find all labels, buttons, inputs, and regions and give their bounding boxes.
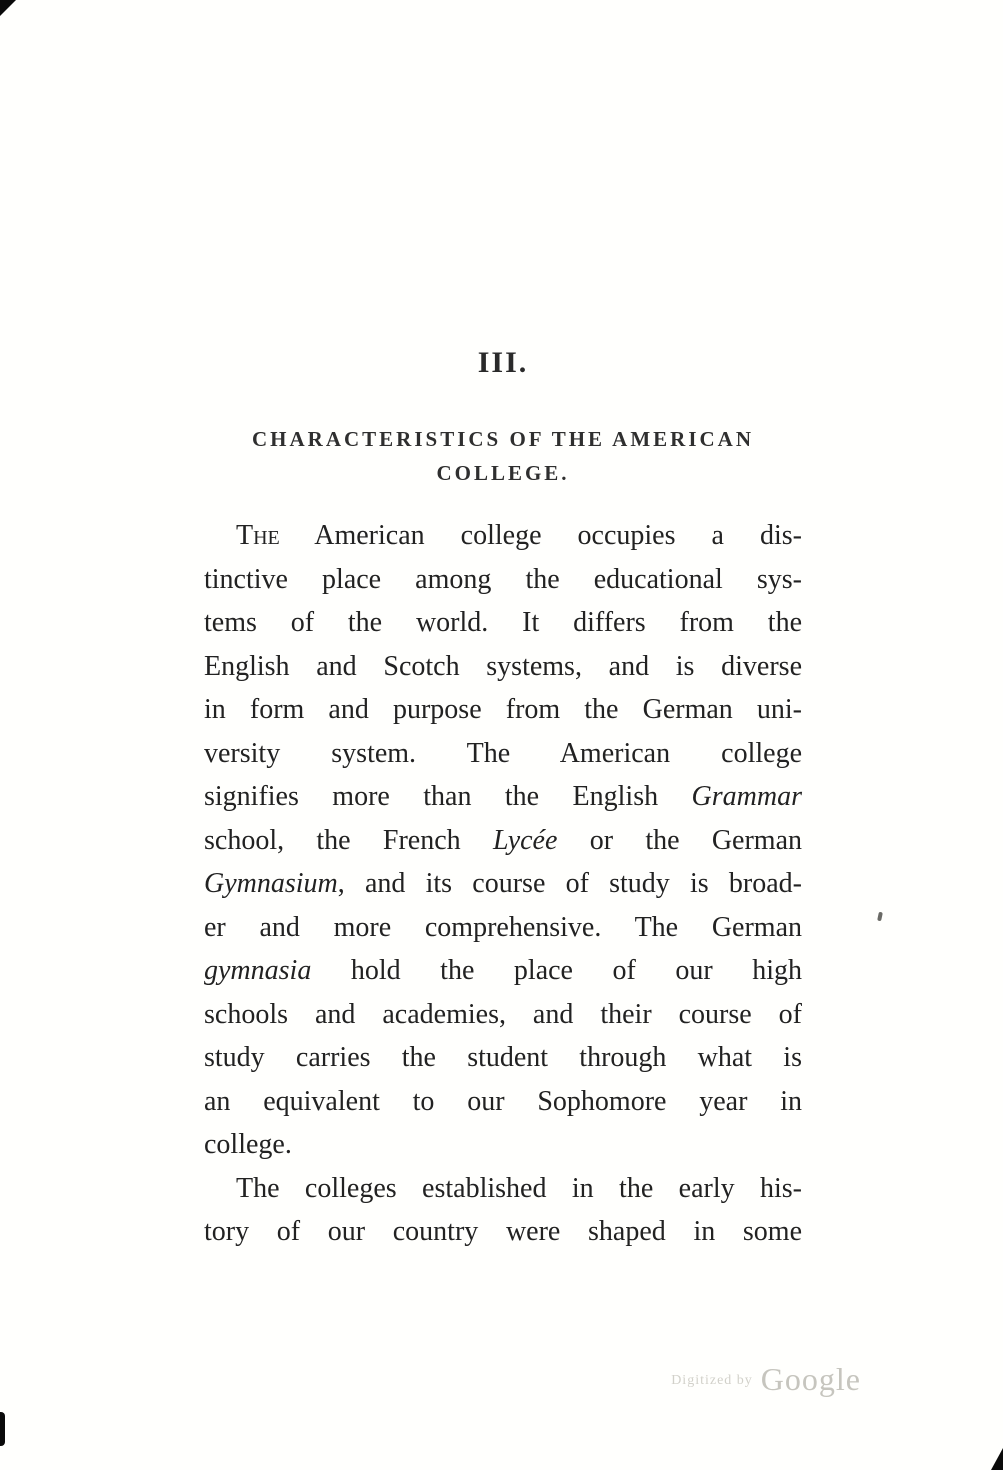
text-line [204, 906, 802, 950]
text-segment: , and its course of study is broad- [337, 868, 802, 899]
text-segment: tinctive place among the educational sys- [204, 563, 802, 595]
text-line [204, 1123, 802, 1167]
text-line [204, 993, 802, 1037]
text-segment: signifies more than the English [204, 781, 692, 812]
scan-artifact-left-edge [0, 1412, 5, 1446]
scan-artifact-bottom-right [991, 1448, 1003, 1470]
text-segment: er and more comprehensive. The German [204, 911, 802, 943]
text-segment-italic: Grammar [691, 781, 802, 812]
text-line [204, 558, 802, 602]
text-line [204, 819, 802, 863]
text-segment: in form and purpose from the German uni- [204, 694, 802, 725]
text-line [204, 601, 802, 645]
text-segment-smallcaps: The [236, 520, 280, 551]
chapter-heading [204, 422, 802, 490]
chapter-heading-line-2: COLLEGE. [436, 461, 570, 485]
text-line [204, 1036, 802, 1080]
text-segment: schools and academies, and their course of [204, 998, 802, 1030]
text-segment: an equivalent to our Sophomore year in [204, 1085, 802, 1117]
text-segment: The colleges established in the early his- [236, 1172, 802, 1204]
text-line [204, 514, 802, 558]
text-line [204, 949, 802, 993]
watermark-prefix: Digitized by [671, 1373, 753, 1388]
ink-speck [877, 912, 883, 922]
text-segment: tory of our country were shaped in some [204, 1216, 802, 1247]
text-line [204, 862, 802, 906]
text-segment-italic: Gymnasium [204, 868, 338, 899]
text-line [204, 688, 802, 732]
scan-artifact-top-left [0, 0, 16, 16]
watermark-brand: Google [760, 1361, 861, 1397]
text-segment: or the German [557, 824, 803, 856]
page-content [204, 346, 802, 1254]
text-segment: school, the French [204, 824, 493, 856]
section-number: III. [477, 346, 529, 379]
text-line [204, 1210, 802, 1254]
text-segment: American college occupies a dis- [279, 520, 802, 551]
text-segment: versity system. The American college [204, 737, 802, 769]
text-segment-italic: gymnasia [204, 955, 312, 986]
chapter-heading-line-1: CHARACTERISTICS OF THE AMERICAN [252, 427, 754, 451]
text-line [204, 1080, 802, 1124]
text-segment: English and Scotch systems, and is diverse [204, 650, 802, 682]
text-line [204, 1167, 802, 1211]
text-segment: hold the place of our high [311, 955, 802, 986]
body-text [204, 514, 802, 1254]
text-segment: tems of the world. It differs from the [204, 607, 802, 638]
text-segment: study carries the student through what is [204, 1042, 802, 1073]
text-line [204, 732, 802, 776]
text-segment-italic: Lycée [492, 824, 558, 856]
text-line [204, 775, 802, 819]
watermark [671, 1361, 861, 1398]
text-segment: college. [204, 1129, 292, 1160]
text-line [204, 645, 802, 689]
